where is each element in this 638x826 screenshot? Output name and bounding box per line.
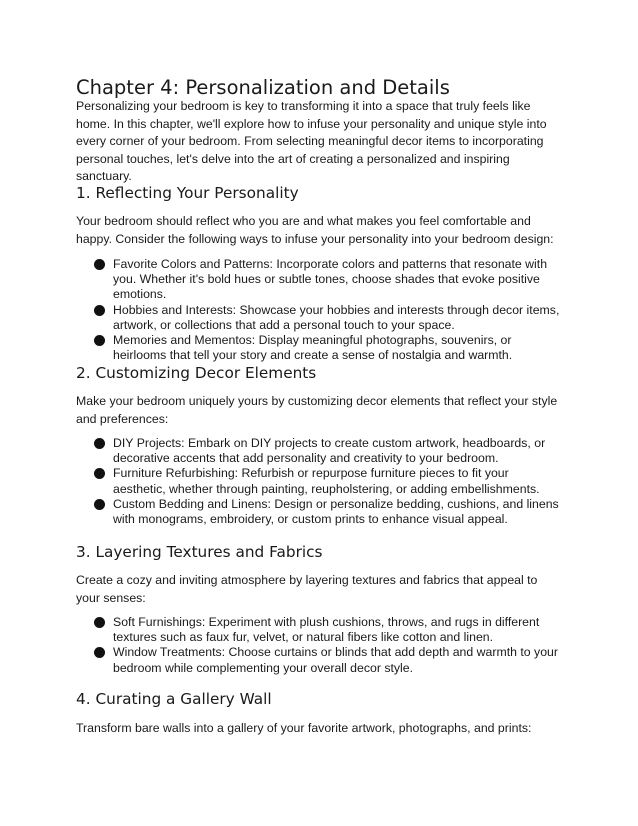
bullet-dot-icon [94,647,105,658]
list-item: Hobbies and Interests: Showcase your hobbies and interests through decor items, artwork, or collections that add a personal touch to your space. [94,303,564,333]
list-item: Soft Furnishings: Experiment with plush cushions, throws, and rugs in different textures such as faux fur, velvet, or natural fibers like cotton and linen. [94,615,564,645]
section-heading-3: 3. Layering Textures and Fabrics [76,543,323,561]
chapter-title: Chapter 4: Personalization and Details [76,76,450,99]
list-item: Memories and Mementos: Display meaningful photographs, souvenirs, or heirlooms that tell your story and create a sense of nostalgia and warmth. [94,333,564,363]
list-item: Favorite Colors and Patterns: Incorporate colors and patterns that resonate with you. Whether it's bold hues or subtle tones, choose shades that evoke positive emotions. [94,257,564,303]
list-item: DIY Projects: Embark on DIY projects to create custom artwork, headboards, or decorative accents that add personality and creativity to your bedroom. [94,436,564,466]
section-heading-1: 1. Reflecting Your Personality [76,184,299,202]
bullet-dot-icon [94,617,105,628]
section-text-3: Create a cozy and inviting atmosphere by layering textures and fabrics that appeal to your senses: [76,573,538,605]
bullet-dot-icon [94,335,105,346]
bullet-dot-icon [94,305,105,316]
list-item: Window Treatments: Choose curtains or blinds that add depth and warmth to your bedroom while complementing your overall decor style. [94,645,564,675]
section-text-4: Transform bare walls into a gallery of your favorite artwork, photographs, and prints: [76,721,532,735]
bullet-dot-icon [94,259,105,270]
section-text-2: Make your bedroom uniquely yours by customizing decor elements that reflect your style and preferences: [76,394,558,426]
bullet-list-3 [94,615,564,676]
bullet-dot-icon [94,499,105,510]
chapter-intro: Personalizing your bedroom is key to transforming it into a space that truly feels like home. In this chapter, we'll explore how to infuse your personality and unique style into every corner of your bedroom. From selecting meaningful decor items to incorporating personal touches, let's delve into the art of creating a personalized and inspiring sanctuary. [76,99,547,184]
section-heading-4: 4. Curating a Gallery Wall [76,690,272,708]
section-text-1: Your bedroom should reflect who you are and what makes you feel comfortable and happy. Consider the following ways to infuse your personality into your bedroom design: [76,214,554,246]
bullet-list-2 [94,436,564,527]
bullet-dot-icon [94,438,105,449]
list-item: Custom Bedding and Linens: Design or personalize bedding, cushions, and linens with monograms, embroidery, or custom prints to enhance visual appeal. [94,497,564,527]
bullet-list-1 [94,257,564,363]
bullet-dot-icon [94,468,105,479]
list-item: Furniture Refurbishing: Refurbish or repurpose furniture pieces to fit your aesthetic, whether through painting, reupholstering, or adding embellishments. [94,466,564,496]
section-heading-2: 2. Customizing Decor Elements [76,364,317,382]
